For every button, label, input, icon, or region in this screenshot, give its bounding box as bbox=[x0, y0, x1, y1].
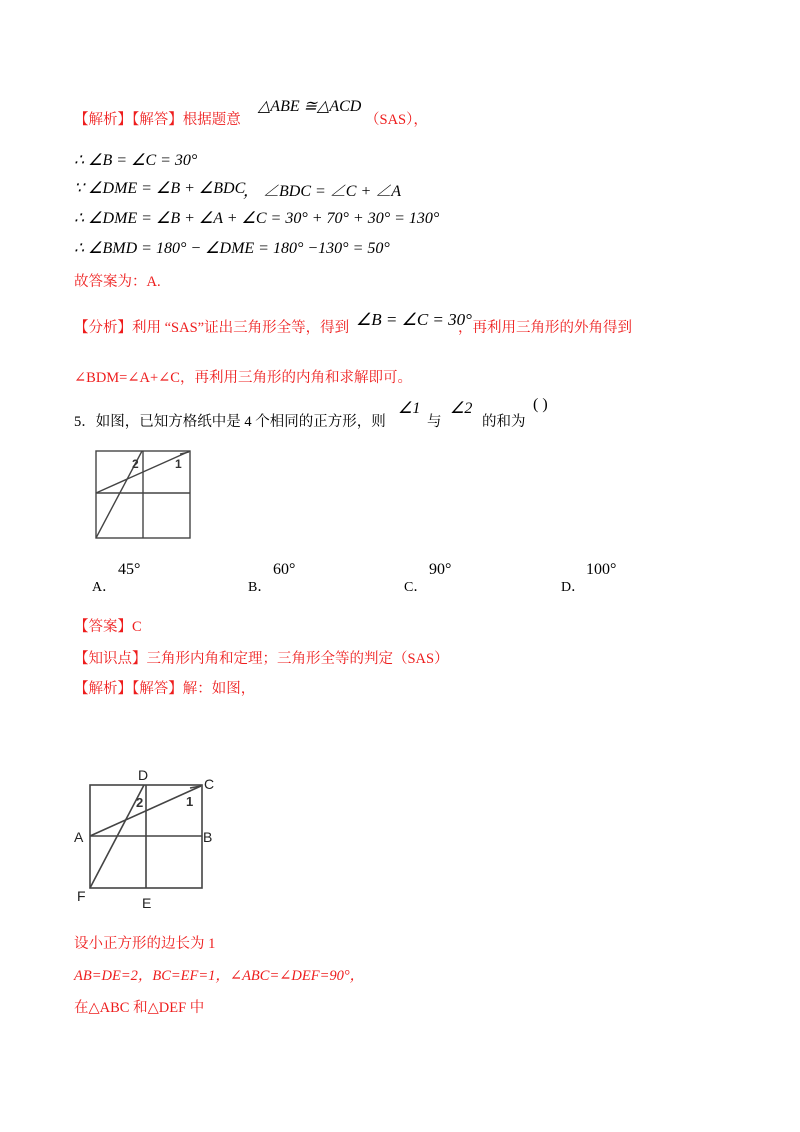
answer-5: 【答案】C bbox=[74, 619, 142, 635]
question-figure bbox=[90, 446, 200, 546]
solution-line-3: 在△ABC 和△DEF 中 bbox=[74, 1000, 205, 1016]
equation-line-1: ∴ ∠B = ∠C = 30° bbox=[74, 152, 198, 169]
option-c-letter: C． bbox=[404, 580, 428, 595]
question-5-stem: 5．如图，已知方格纸中是 4 个相同的正方形，则 bbox=[74, 414, 386, 430]
solution-figure bbox=[70, 762, 230, 910]
option-a-value: 45° bbox=[118, 561, 141, 578]
point-b-label: B bbox=[203, 829, 213, 845]
solution-angle-1-label: 1 bbox=[186, 794, 194, 809]
analysis-5-header: 【解析】【解答】解：如图， bbox=[74, 681, 256, 697]
solution-line-2: AB=DE=2，BC=EF=1，∠ABC=∠DEF=90°， bbox=[74, 968, 365, 984]
sas-note: （SAS）， bbox=[365, 112, 428, 128]
option-a-letter: A． bbox=[92, 580, 117, 595]
fig-label-1: 1 bbox=[175, 457, 182, 471]
option-d-value: 100° bbox=[586, 561, 617, 578]
congruence-formula: △ABE ≅△ACD bbox=[258, 98, 362, 115]
option-d-letter: D． bbox=[561, 580, 586, 595]
equation-line-4: ∴ ∠BMD = 180° − ∠DME = 180° −130° = 50° bbox=[74, 240, 390, 257]
equation-line-2b: ， ∠BDC = ∠C + ∠A bbox=[243, 183, 402, 200]
fig-label-2: 2 bbox=[132, 457, 139, 471]
option-b-letter: B． bbox=[248, 580, 272, 595]
equation-line-3: ∴ ∠DME = ∠B + ∠A + ∠C = 30° + 70° + 30° = 130° bbox=[74, 210, 440, 227]
fenxi-text-2: ，再利用三角形的外角得到 bbox=[458, 320, 632, 336]
point-a-label: A bbox=[74, 829, 84, 845]
fenxi-text: 【分析】利用 “SAS”证出三角形全等，得到 bbox=[74, 320, 350, 336]
point-d-label: D bbox=[138, 767, 149, 783]
point-e-label: E bbox=[142, 895, 152, 910]
answer-statement: 故答案为：A. bbox=[74, 274, 161, 290]
fenxi-formula: ∠B = ∠C = 30° bbox=[356, 310, 472, 329]
question-5-sum: 的和为 bbox=[482, 414, 526, 430]
question-5-with: 与 bbox=[427, 414, 442, 430]
equation-line-2a: ∵ ∠DME = ∠B + ∠BDC bbox=[74, 180, 246, 197]
option-c-value: 90° bbox=[429, 561, 452, 578]
angle-1-symbol: ∠1 bbox=[398, 400, 421, 417]
solution-line-1: 设小正方形的边长为 1 bbox=[74, 936, 216, 952]
angle-2-symbol: ∠2 bbox=[450, 400, 473, 417]
option-b-value: 60° bbox=[273, 561, 296, 578]
answer-paren: ( ) bbox=[533, 396, 548, 413]
point-c-label: C bbox=[204, 776, 215, 792]
knowledge-point: 【知识点】三角形内角和定理；三角形全等的判定（SAS） bbox=[74, 651, 449, 667]
fenxi-line-2: ∠BDM=∠A+∠C，再利用三角形的内角和求解即可。 bbox=[74, 370, 412, 386]
solution-angle-2-label: 2 bbox=[136, 795, 144, 810]
point-f-label: F bbox=[77, 888, 86, 904]
analysis-header: 【解析】【解答】根据题意 bbox=[74, 112, 241, 128]
